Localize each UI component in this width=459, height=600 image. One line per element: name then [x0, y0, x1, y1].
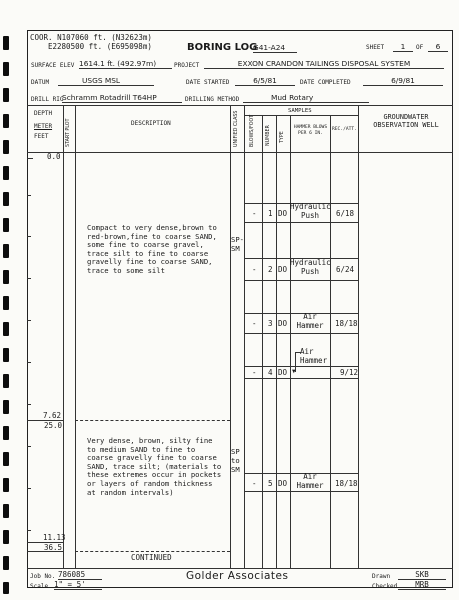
binder-hole — [3, 192, 9, 206]
depth-tick — [27, 530, 31, 531]
col-blows-foot-label: BLOWS/FOOT — [250, 114, 255, 147]
date-completed: 6/9/81 — [363, 76, 443, 86]
stratum-class: SP- SM — [231, 235, 244, 253]
stratum-class: SP to SM — [231, 447, 240, 474]
sample-type: DO — [278, 265, 288, 274]
sample-recovery: 6/24 — [336, 265, 355, 274]
depth-tick — [27, 278, 31, 279]
sample-number: 4 — [268, 368, 273, 377]
depth-mark: 11.13 — [43, 533, 66, 542]
depth-tick — [27, 404, 31, 405]
coordinate-north: COOR. N107060 ft. (N32623m) — [30, 33, 152, 42]
stratum-description: Compact to very dense,brown to red-brown,fine to coarse SAND, some fine to coarse gravel, trace silt to fine to coarse gravelly fine to coarse SAND, trace to some silt — [87, 223, 217, 275]
sample-recovery: 18/18 — [335, 479, 358, 488]
binder-hole — [3, 270, 9, 284]
col-divider-description — [230, 105, 231, 568]
datum-label: DATUM — [31, 79, 50, 86]
sample-row-line — [244, 366, 358, 367]
sample-hammer: Air Hammer — [296, 472, 324, 490]
sample-row-line — [244, 222, 358, 223]
sample-type: DO — [278, 319, 288, 328]
footer-divider — [27, 568, 453, 569]
stratum-boundary — [75, 551, 230, 552]
depth-tick — [27, 446, 31, 447]
binder-hole — [3, 36, 9, 50]
col-groundwater-label: GROUNDWATER OBSERVATION WELL — [373, 113, 439, 129]
binder-hole — [3, 556, 9, 570]
col-feet-label: FEET — [34, 133, 49, 140]
col-type-label: TYPE — [280, 131, 285, 143]
drawn-label: Drawn — [372, 573, 391, 580]
col-divider-rec — [358, 105, 359, 568]
binder-hole — [3, 374, 9, 388]
checked-label: Checked — [372, 583, 398, 590]
checked-by: MRB — [398, 580, 446, 590]
depth-tick — [27, 158, 33, 159]
binder-hole — [3, 296, 9, 310]
drilling-method: Mud Rotary — [243, 93, 369, 103]
stratum-description: Very dense, brown, silty fine to medium SAND to fine to coarse gravelly fine to coarse SAND, trace silt; (materials to these extremes occur in pockets or layers of random thickness at random intervals) — [87, 436, 222, 497]
drill-rig: Schramm Rotadrill T64HP — [62, 93, 182, 103]
date-started-label: DATE STARTED — [186, 79, 230, 86]
samples-subheader-line — [244, 115, 358, 116]
col-samples-label: SAMPLES — [288, 108, 312, 114]
stratum-boundary — [75, 420, 230, 421]
sample-type: DO — [278, 368, 288, 377]
binder-hole — [3, 504, 9, 518]
depth-tick — [27, 362, 31, 363]
drill-rig-label: DRILL RIG — [31, 96, 64, 103]
binder-hole — [3, 244, 9, 258]
sample-number: 2 — [268, 265, 273, 274]
sample-row-line — [244, 333, 358, 334]
project-label: PROJECT — [174, 62, 200, 69]
col-divider-blows — [262, 115, 263, 568]
sample-row-line — [244, 280, 358, 281]
sample-blows: - — [252, 209, 257, 218]
col-divider-class — [244, 105, 245, 568]
binder-hole — [3, 530, 9, 544]
drawn-by: SKB — [398, 570, 446, 580]
arrow-down-icon: ▼ — [292, 368, 296, 375]
depth-mark: 7.62 — [43, 411, 62, 420]
sample-hammer: Hydraulic Push — [290, 202, 331, 220]
sample-blows: - — [252, 265, 257, 274]
depth-mark: 36.5 — [44, 543, 63, 552]
binder-hole — [3, 452, 9, 466]
binder-hole — [3, 348, 9, 362]
job-number: 786085 — [58, 570, 102, 580]
col-divider-plot — [75, 105, 76, 568]
sample-number: 5 — [268, 479, 273, 488]
column-header-divider — [27, 152, 453, 153]
surface-elevation: 1614.1 ft. (492.97m) — [79, 59, 172, 69]
project-name: EXXON CRANDON TAILINGS DISPOSAL SYSTEM — [204, 59, 444, 69]
scale-label: Scale — [30, 583, 49, 590]
binder-hole — [3, 426, 9, 440]
col-rec-att-label: REC./ATT. — [332, 127, 357, 132]
binder-hole — [3, 322, 9, 336]
col-number-label: NUMBER — [266, 125, 271, 146]
binder-hole — [3, 478, 9, 492]
binder-hole — [3, 88, 9, 102]
binder-hole — [3, 400, 9, 414]
col-divider-type — [290, 115, 291, 568]
sample-blows: - — [252, 319, 257, 328]
datum-value: USGS MSL — [58, 76, 154, 86]
col-unified-class-label: UNIFIED CLASS — [234, 110, 239, 147]
page-title: BORING LOG — [187, 42, 258, 53]
depth-mark: 25.0 — [44, 421, 63, 430]
sample-row-line — [244, 378, 358, 379]
binder-hole — [3, 140, 9, 154]
scale-value: 1" = 5' — [54, 580, 102, 590]
sample-number: 3 — [268, 319, 273, 328]
col-hammer-blows-label: HAMMER BLOWS PER 6 IN. — [293, 125, 328, 136]
sample-number: 1 — [268, 209, 273, 218]
col-divider-hammer — [330, 115, 331, 568]
header-divider — [27, 105, 453, 106]
sample-hammer: Air Hammer — [300, 347, 328, 365]
depth-tick — [27, 488, 31, 489]
depth-tick — [27, 195, 31, 196]
binder-hole — [3, 62, 9, 76]
binder-hole — [3, 218, 9, 232]
col-divider-depth — [63, 105, 64, 568]
depth-tick — [27, 320, 31, 321]
sample-blows: - — [252, 479, 257, 488]
date-started: 6/5/81 — [235, 76, 295, 86]
company-name: Golder Associates — [186, 570, 289, 582]
boring-id: G41-A24 — [253, 43, 297, 53]
col-description-label: DESCRIPTION — [131, 120, 171, 127]
sample-recovery: 6/18 — [336, 209, 355, 218]
binder-hole — [3, 582, 9, 594]
continued-label: CONTINUED — [131, 553, 172, 562]
date-completed-label: DATE COMPLETED — [300, 79, 351, 86]
depth-tick — [27, 236, 31, 237]
sample-hammer: Air Hammer — [296, 312, 324, 330]
sample-recovery: 9/12 — [340, 368, 359, 377]
coordinate-east: E2280500 ft. (E695098m) — [48, 42, 152, 51]
sample-hammer: Hydraulic Push — [290, 258, 331, 276]
sample-blows: - — [252, 368, 257, 377]
binder-hole — [3, 166, 9, 180]
col-start-plot-label: START PLOT — [66, 118, 71, 147]
col-divider-number — [276, 115, 277, 568]
col-depth-label: DEPTH — [34, 110, 53, 117]
sample-recovery: 18/18 — [335, 319, 358, 328]
depth-mark: 0.0 — [47, 152, 61, 161]
sheet-label: SHEET — [366, 44, 385, 51]
job-no-label: Job No. — [30, 573, 56, 580]
sheet-number: 1 — [393, 42, 413, 52]
sample-row-line — [244, 491, 358, 492]
col-meter-label: METER — [34, 123, 53, 130]
surface-elev-label: SURFACE ELEV — [31, 62, 75, 69]
hammer-depth-arrow — [295, 352, 301, 353]
drilling-method-label: DRILLING METHOD — [185, 96, 240, 103]
sheet-total: 6 — [428, 42, 448, 52]
binder-hole — [3, 114, 9, 128]
sample-type: DO — [278, 209, 288, 218]
sample-type: DO — [278, 479, 288, 488]
sheet-of-label: OF — [416, 44, 424, 51]
